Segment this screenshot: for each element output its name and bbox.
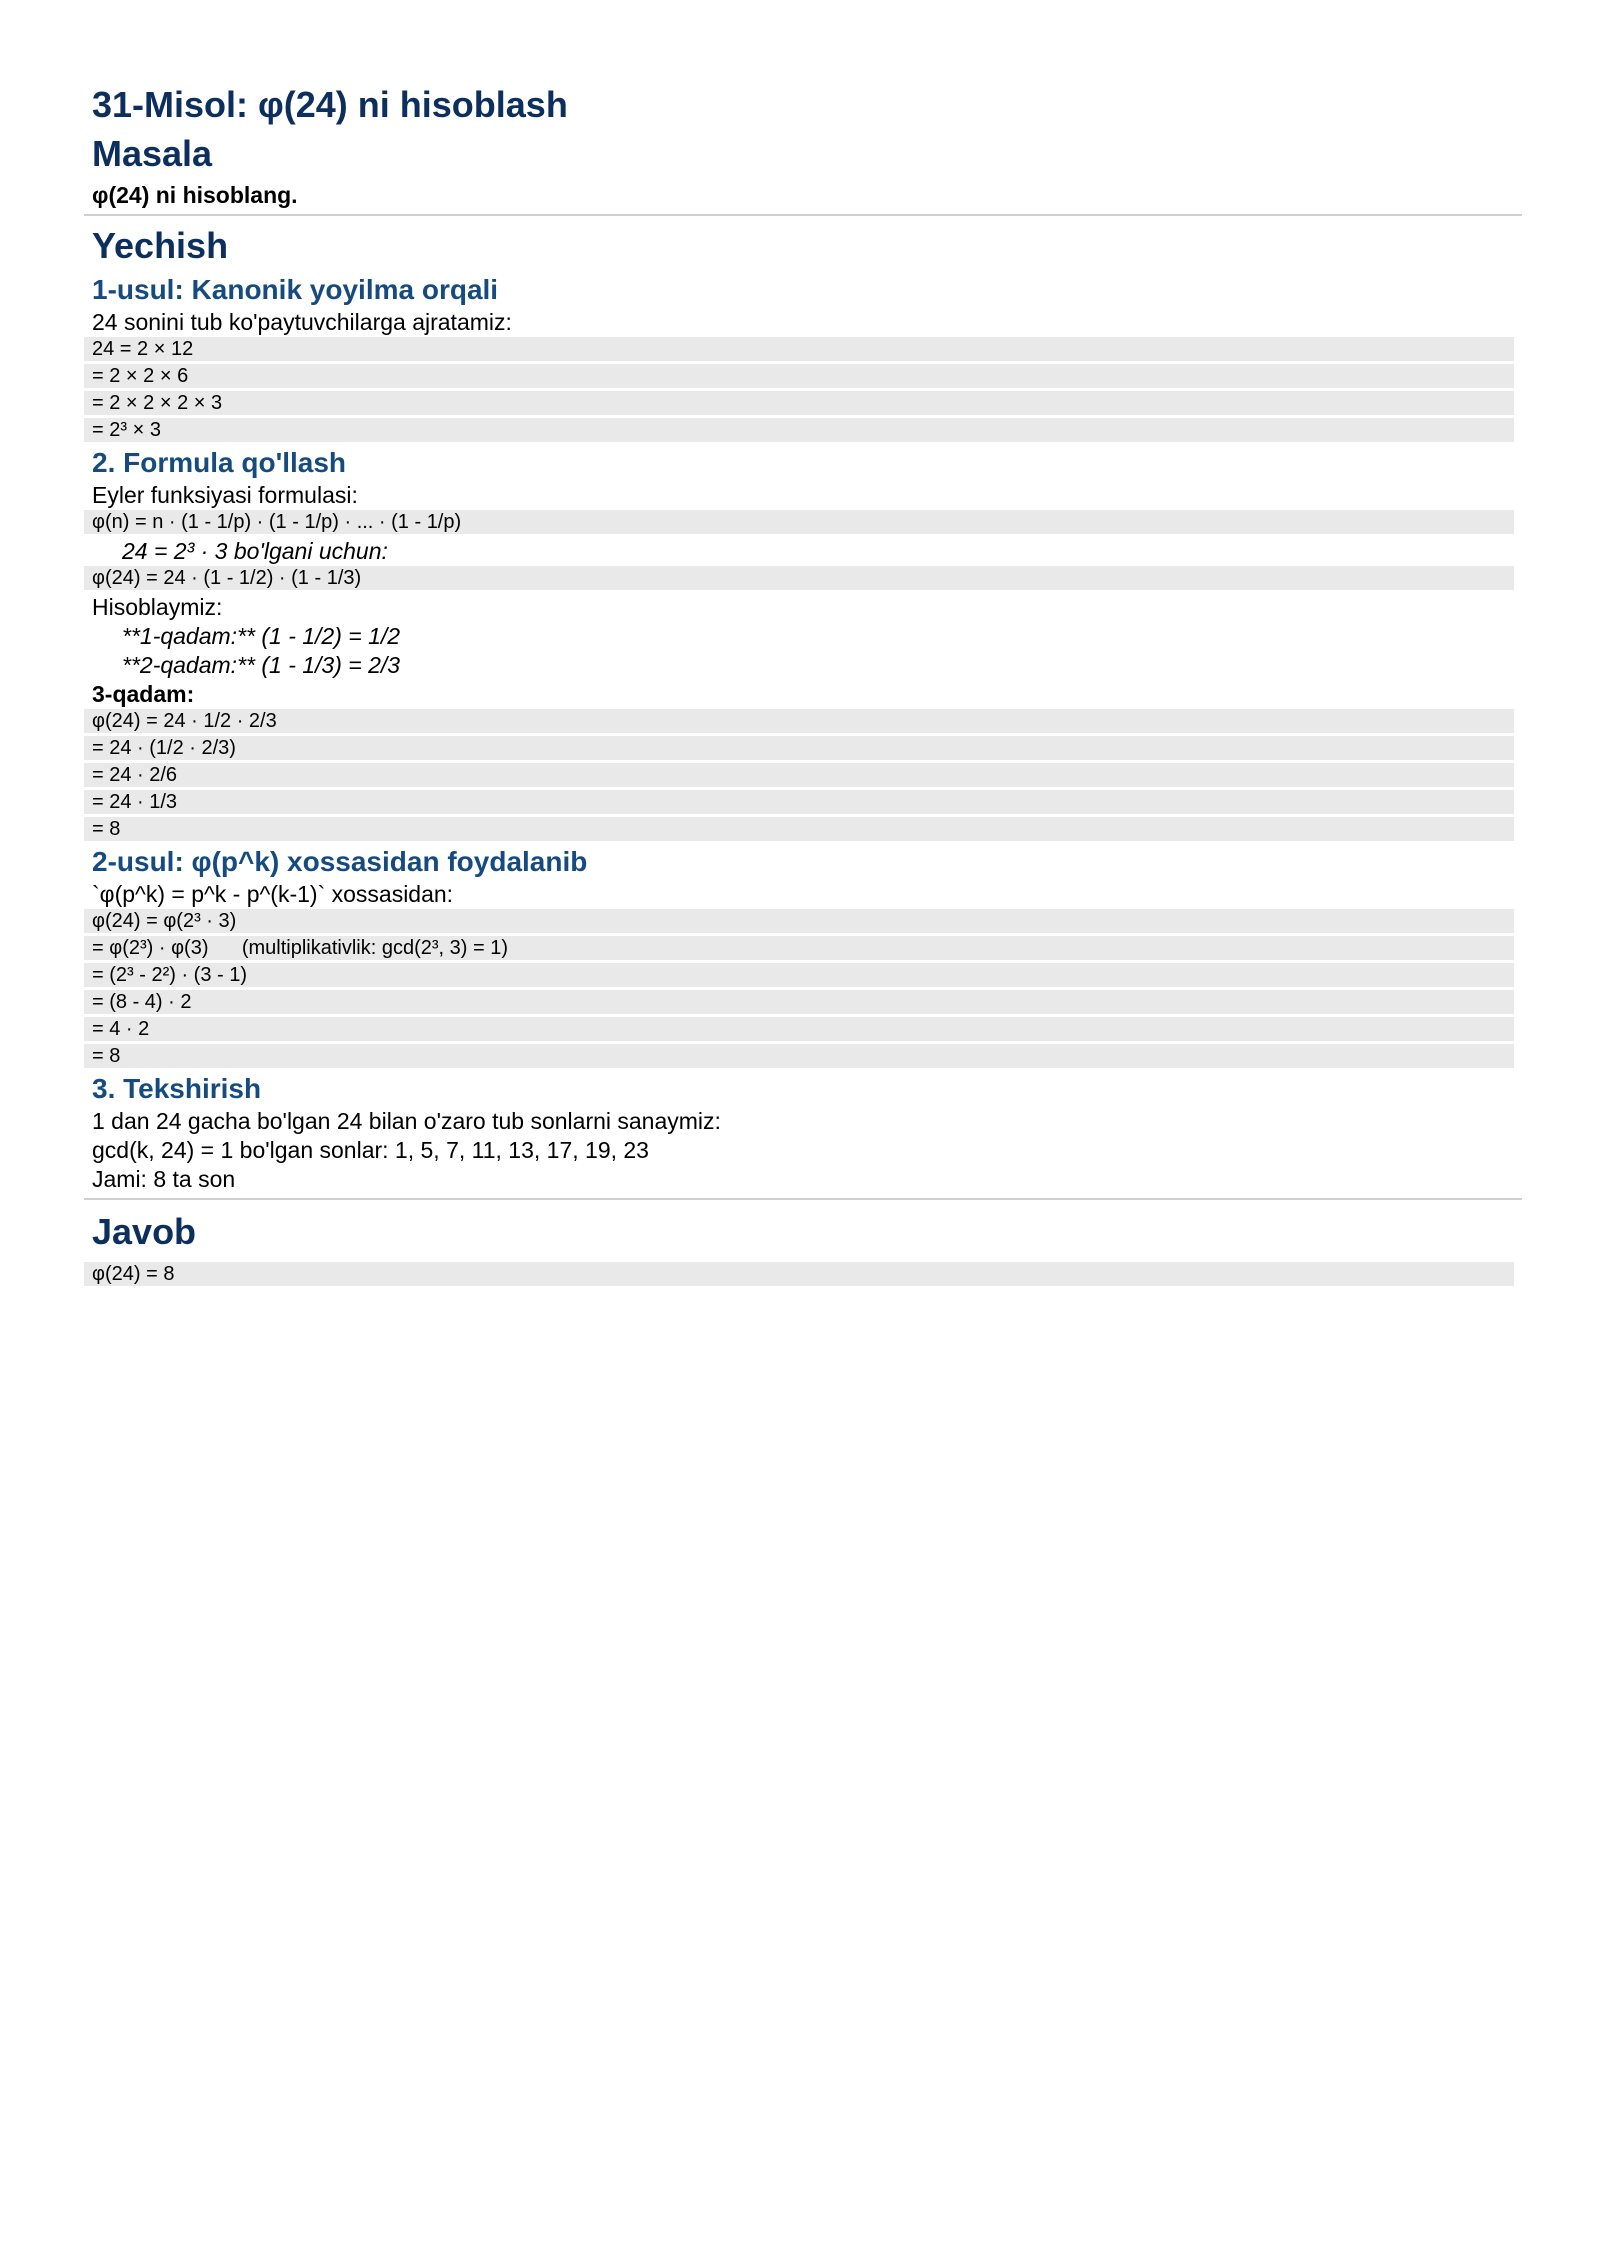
yechish-heading: Yechish — [92, 225, 229, 266]
document-page — [92, 80, 1514, 1289]
code-line: = 2 × 2 × 6 — [84, 364, 1514, 388]
code-line: φ(24) = 24 · 1/2 · 2/3 — [84, 709, 1514, 733]
code-line: = 2 × 2 × 2 × 3 — [84, 391, 1514, 415]
code-line: = 8 — [84, 1044, 1514, 1068]
code-line: = 4 · 2 — [84, 1017, 1514, 1041]
code-line: 24 = 2 × 12 — [84, 337, 1514, 361]
code-line: = 24 · (1/2 · 2/3) — [84, 736, 1514, 760]
divider — [84, 1198, 1522, 1200]
answer-line: φ(24) = 8 — [84, 1262, 1514, 1286]
step3-label: 3-qadam: — [92, 681, 195, 707]
tekshirish-line: 1 dan 24 gacha bo'lgan 24 bilan o'zaro tub sonlarni sanaymiz: — [92, 1108, 721, 1134]
step2: **2-qadam:** (1 - 1/3) = 2/3 — [122, 652, 401, 678]
javob-heading: Javob — [92, 1211, 197, 1252]
step1: **1-qadam:** (1 - 1/2) = 1/2 — [122, 623, 401, 649]
usul2-intro: `φ(p^k) = p^k - p^(k-1)` xossasidan: — [92, 881, 454, 907]
tekshirish-line: gcd(k, 24) = 1 bo'lgan sonlar: 1, 5, 7, 11, 13, 17, 19, 23 — [92, 1137, 649, 1163]
usul1-heading: 1-usul: Kanonik yoyilma orqali — [92, 274, 499, 305]
code-line: = 24 · 2/6 — [84, 763, 1514, 787]
formula-note: 24 = 2³ · 3 bo'lgani uchun: — [122, 538, 388, 564]
code-line: = 2³ × 3 — [84, 418, 1514, 442]
code-line: = (8 - 4) · 2 — [84, 990, 1514, 1014]
code-line: φ(n) = n · (1 - 1/p) · (1 - 1/p) · ... · (1 - 1/p) — [84, 510, 1514, 534]
formula-heading: 2. Formula qo'llash — [92, 447, 347, 478]
page-title: 31-Misol: φ(24) ni hisoblash — [92, 84, 568, 125]
code-line: = 24 · 1/3 — [84, 790, 1514, 814]
tekshirish-line: Jami: 8 ta son — [92, 1166, 236, 1192]
masala-heading: Masala — [92, 133, 213, 174]
usul1-intro: 24 sonini tub ko'paytuvchilarga ajratamiz: — [92, 309, 512, 335]
divider — [84, 214, 1522, 216]
code-line: = (2³ - 2²) · (3 - 1) — [84, 963, 1514, 987]
code-line: = φ(2³) · φ(3) (multiplikativlik: gcd(2³, 3) = 1) — [84, 936, 1514, 960]
calc-intro: Hisoblaymiz: — [92, 594, 223, 620]
code-line: φ(24) = 24 · (1 - 1/2) · (1 - 1/3) — [84, 566, 1514, 590]
code-line: φ(24) = φ(2³ · 3) — [84, 909, 1514, 933]
formula-intro: Eyler funksiyasi formulasi: — [92, 482, 358, 508]
usul2-heading: 2-usul: φ(p^k) xossasidan foydalanib — [92, 846, 588, 877]
masala-text: φ(24) ni hisoblang. — [92, 182, 298, 208]
tekshirish-heading: 3. Tekshirish — [92, 1073, 262, 1104]
code-line: = 8 — [84, 817, 1514, 841]
